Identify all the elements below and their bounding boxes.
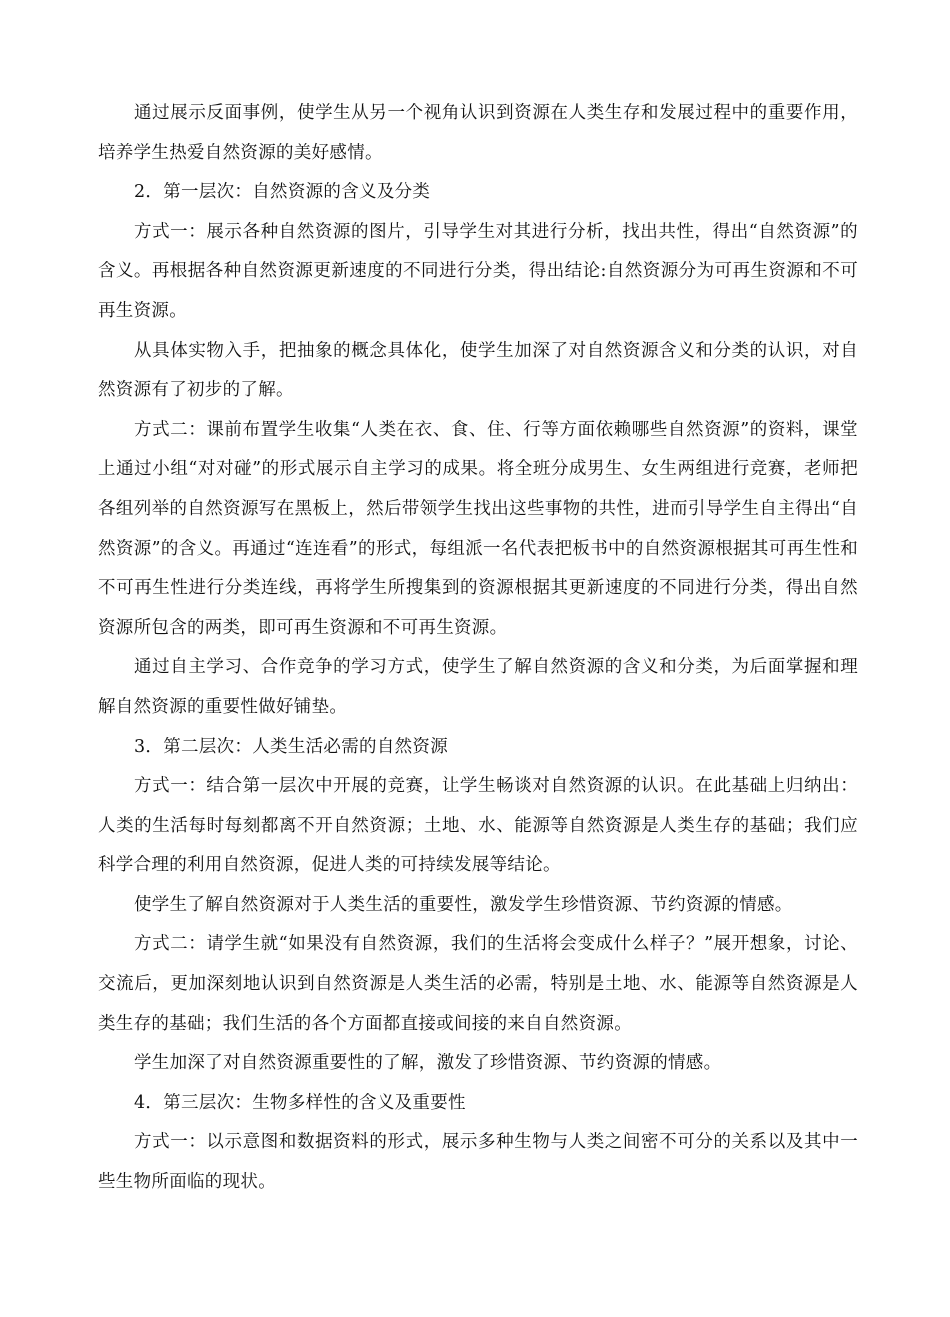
paragraph: 通过展示反面事例，使学生从另一个视角认识到资源在人类生存和发展过程中的重要作用，培养学生热爱自然资源的美好感情。 [98,103,858,163]
paragraph: 方式二：请学生就“如果没有自然资源，我们的生活将会变成什么样子？”展开想象，讨论、交流后，更加深刻地认识到自然资源是人类生活的必需，特别是土地、水、能源等自然资源是人类生存的基础；我们生活的各个方面都直接或间接的来自自然资源。 [98,934,858,1034]
paragraph: 方式一：展示各种自然资源的图片，引导学生对其进行分析，找出共性，得出“自然资源”的含义。再根据各种自然资源更新速度的不同进行分类，得出结论:自然资源分为可再生资源和不可再生资源。 [98,221,858,321]
paragraph: 使学生了解自然资源对于人类生活的重要性，激发学生珍惜资源、节约资源的情感。 [134,894,793,915]
section-heading: 2．第一层次：自然资源的含义及分类 [134,182,431,203]
section-heading: 3．第二层次：人类生活必需的自然资源 [134,736,449,757]
paragraph: 通过自主学习、合作竞争的学习方式，使学生了解自然资源的含义和分类，为后面掌握和理解自然资源的重要性做好铺垫。 [98,657,858,717]
document-body [98,94,858,1203]
section-heading: 4．第三层次：生物多样性的含义及重要性 [134,1092,466,1113]
paragraph: 方式二：课前布置学生收集“人类在衣、食、住、行等方面依赖哪些自然资源”的资料，课堂上通过小组“对对碰”的形式展示自主学习的成果。将全班分成男生、女生两组进行竞赛，老师把各组列举的自然资源写在黑板上，然后带领学生找出这些事物的共性，进而引导学生自主得出“自然资源”的含义。再通过“连连看”的形式，每组派一名代表把板书中的自然资源根据其可再生性和不可再生性进行分类连线，再将学生所搜集到的资源根据其更新速度的不同进行分类，得出自然资源所包含的两类，即可再生资源和不可再生资源。 [98,419,858,638]
paragraph: 方式一：结合第一层次中开展的竞赛，让学生畅谈对自然资源的认识。在此基础上归纳出：人类的生活每时每刻都离不开自然资源；土地、水、能源等自然资源是人类生存的基础；我们应科学合理的利用自然资源，促进人类的可持续发展等结论。 [98,776,858,876]
paragraph: 方式一：以示意图和数据资料的形式，展示多种生物与人类之间密不可分的关系以及其中一些生物所面临的现状。 [98,1132,858,1193]
paragraph: 学生加深了对自然资源重要性的了解，激发了珍惜资源、节约资源的情感。 [134,1053,722,1074]
paragraph: 从具体实物入手，把抽象的概念具体化，使学生加深了对自然资源含义和分类的认识，对自然资源有了初步的了解。 [98,340,858,401]
